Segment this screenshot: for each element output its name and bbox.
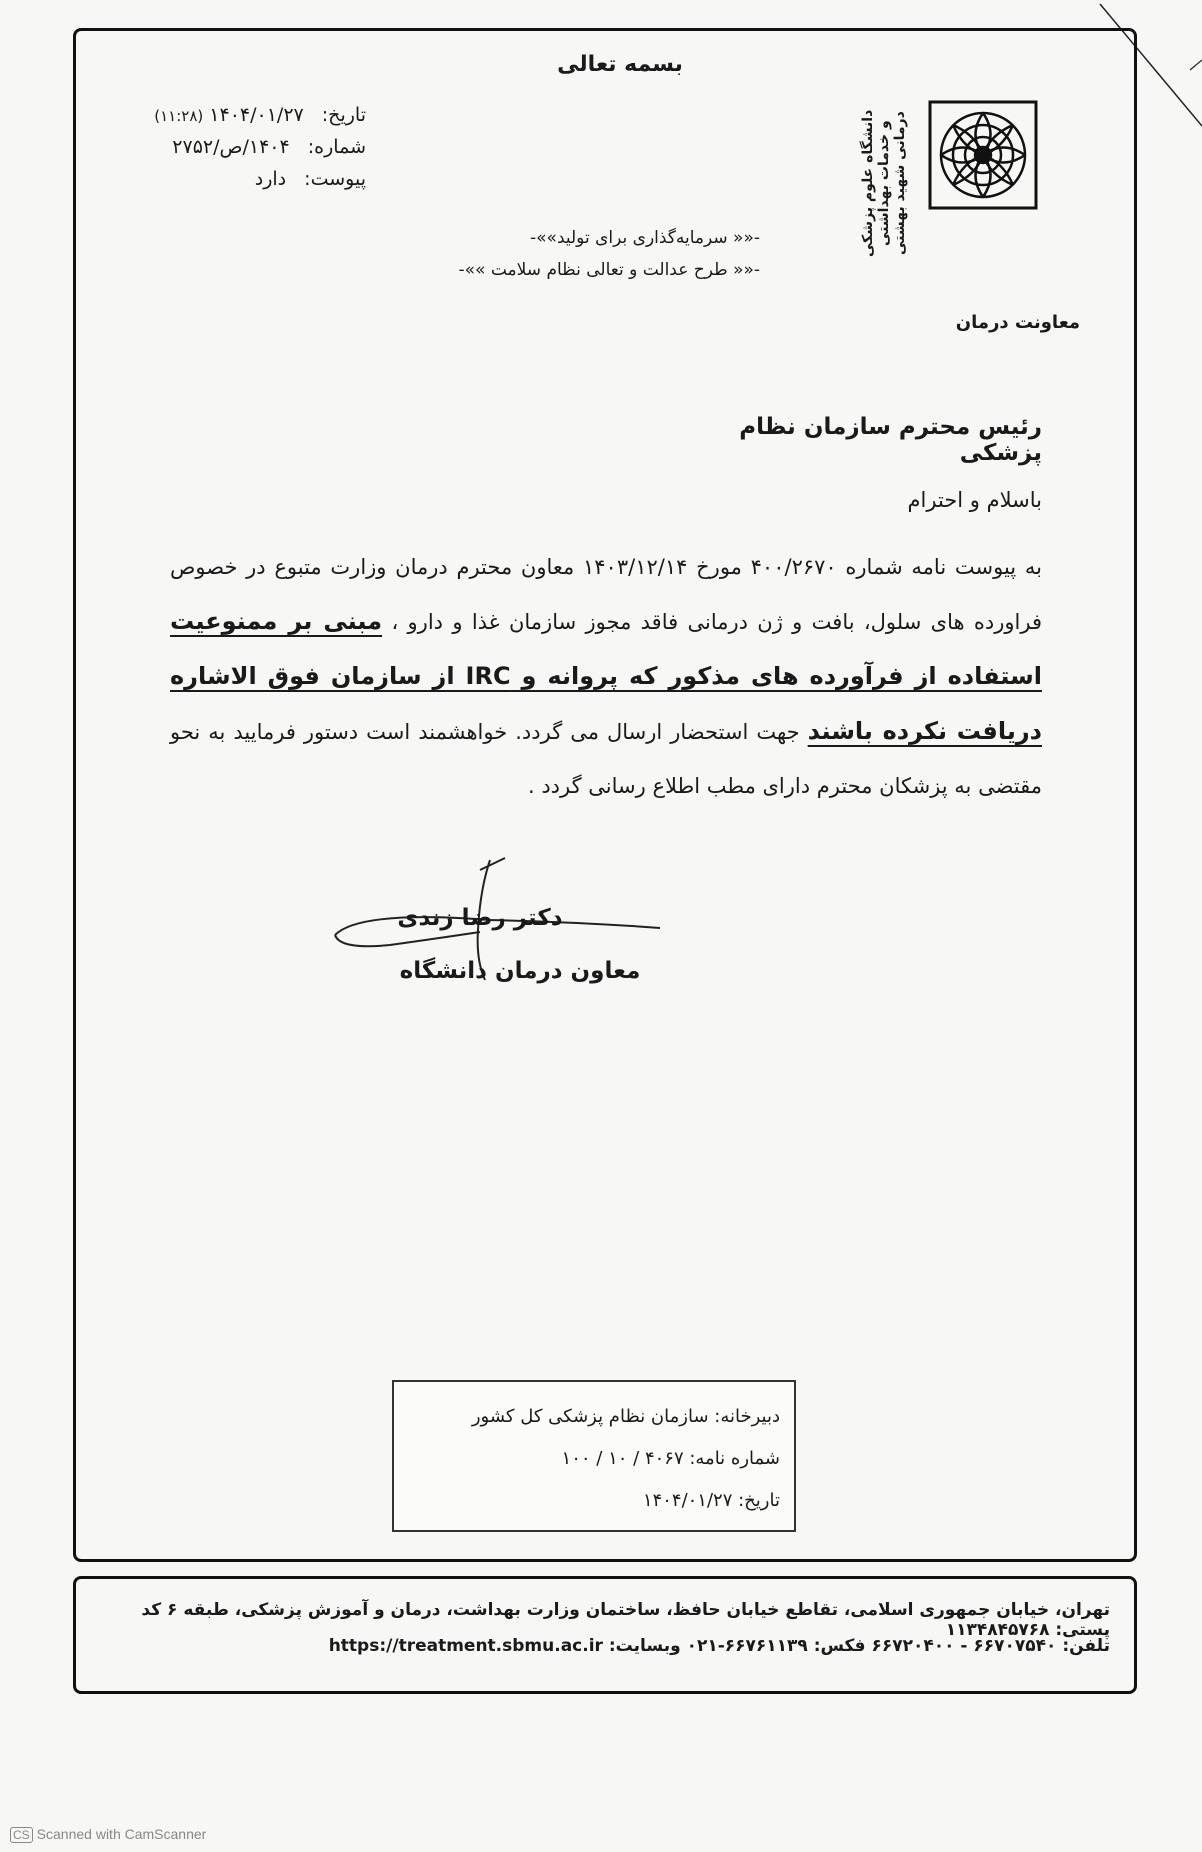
attachment-row: [86, 168, 366, 190]
date-value: ۱۴۰۴/۰۱/۲۷: [209, 104, 304, 126]
signer-name: دکتر رضا زندی: [397, 905, 563, 931]
letter-body: [170, 540, 1042, 813]
body-text-emphasis: مبنی بر ممنوعیت استفاده از فرآورده های مذکور که پروانه و IRC از سازمان فوق الاشاره دریافت نکرده باشند: [170, 607, 1042, 745]
body-text-closing: جهت استحضار ارسال می گردد. خواهشمند است دستور فرمایید به نحو مقتضی به پزشکان محترم دارای مطب اطلاع رسانی گردد .: [170, 720, 1042, 798]
footer-website-link[interactable]: https://treatment.sbmu.ac.ir: [328, 1636, 603, 1656]
stamp-letter-number: شماره نامه: ۴۰۶۷ / ۱۰ / ۱۰۰: [561, 1448, 780, 1469]
university-name-calligraphy: دانشگاه علوم پزشکی و خدمات بهداشتی درمانی شهید بهشتی: [860, 109, 908, 257]
stamp-secretariat: دبیرخانه: سازمان نظام پزشکی کل کشور: [471, 1406, 780, 1427]
stamp-date: تاریخ: ۱۴۰۴/۰۱/۲۷: [642, 1490, 780, 1511]
received-stamp: [392, 1380, 796, 1532]
footer-address: تهران، خیابان جمهوری اسلامی، تقاطع خیابان حافظ، ساختمان وزارت بهداشت، درمان و آموزش پزشکی، طبقه ۶ کد پستی: ۱۱۳۴۸۴۵۷۶۸: [141, 1600, 1110, 1640]
greeting: باسلام و احترام: [907, 488, 1042, 512]
bismillah-heading: بسمه تعالی: [557, 52, 683, 77]
number-label: شماره:: [307, 136, 366, 158]
scanner-text: Scanned with CamScanner: [36, 1826, 207, 1842]
date-row: [86, 104, 366, 126]
university-logo: [860, 100, 1040, 270]
footer-contact: [100, 1636, 1110, 1656]
attachment-label: پیوست:: [304, 168, 366, 190]
time-value: (۱۱:۲۸): [154, 107, 204, 125]
flower-emblem-icon: [928, 100, 1038, 210]
footer-phones: تلفن: ۶۶۷۰۷۵۴۰ - ۶۶۷۲۰۴۰۰ فکس: ۶۶۷۶۱۱۳۹-۰۲۱ وبسایت:: [608, 1636, 1110, 1656]
number-row: [86, 136, 366, 158]
department-name: معاونت درمان: [955, 312, 1080, 333]
signer-title: معاون درمان دانشگاه: [399, 958, 641, 984]
attachment-value: دارد: [254, 168, 287, 190]
number-value: ۱۴۰۴/ص/۲۷۵۲: [172, 136, 290, 158]
slogan-health-justice: -«« طرح عدالت و تعالی نظام سلامت »»-: [458, 260, 760, 280]
date-label: تاریخ:: [321, 104, 366, 126]
slogan-production: -«« سرمایه‌گذاری برای تولید»»-: [530, 228, 760, 248]
scanner-watermark: [10, 1826, 206, 1843]
camscanner-icon: CS: [10, 1827, 33, 1843]
recipient: رئیس محترم سازمان نظام پزشکی: [739, 414, 1042, 466]
body-text-intro: به پیوست نامه شماره ۴۰۰/۲۶۷۰ مورخ ۱۴۰۳/۱۲/۱۴ معاون محترم درمان وزارت متبوع در خصوص فراورده های سلول، بافت و ژن درمانی فاقد مجوز سازمان غذا و دارو ،: [170, 555, 1042, 634]
